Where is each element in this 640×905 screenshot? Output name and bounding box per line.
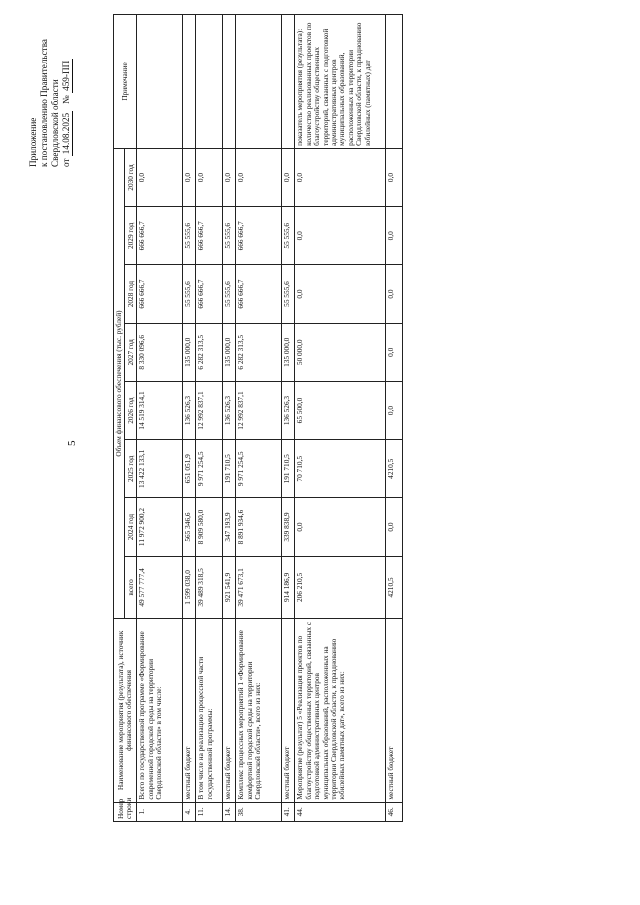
year-value-cell: 0,0 <box>236 148 282 206</box>
total-cell: 39 489 318,5 <box>196 556 223 619</box>
row-number-cell: 38. <box>236 802 282 821</box>
appendix-line-3: Свердловской области <box>50 79 60 167</box>
total-cell: 39 471 673,1 <box>236 556 282 619</box>
row-name-cell: Мероприятие (результат) 5 «Реализация проектов по благоустройству общественных территорий, связанных с подготовкой административных центров муниципальных образований, расположенных на территории Свердловской области, к празднованию юбилейных памятных дат», всего из них: <box>295 619 386 802</box>
page-number: 5 <box>66 440 78 446</box>
header-name: Наименование мероприятия (результата), источник финансового обеспечения <box>114 619 137 802</box>
header-funding: Объем финансового обеспечения (тыс. рублей) <box>114 148 125 618</box>
note-cell <box>196 15 223 149</box>
total-cell: 49 577 777,4 <box>137 556 183 619</box>
table-row <box>282 15 295 822</box>
year-value-cell: 666 666,7 <box>236 265 282 323</box>
row-number-cell: 44. <box>295 802 386 821</box>
row-number-cell: 11. <box>196 802 223 821</box>
year-value-cell: 0,0 <box>295 148 386 206</box>
year-value-cell: 565 346,6 <box>183 498 196 556</box>
year-value-cell: 136 526,3 <box>223 381 236 439</box>
appendix-header <box>28 0 73 167</box>
year-value-cell: 65 500,0 <box>295 381 386 439</box>
year-value-cell: 55 555,6 <box>183 207 196 265</box>
header-year: 2028 год <box>125 265 137 323</box>
year-value-cell: 191 710,5 <box>282 440 295 498</box>
table-row <box>295 15 386 822</box>
table-row <box>236 15 282 822</box>
year-value-cell: 9 971 254,5 <box>236 440 282 498</box>
header-year: 2024 год <box>125 498 137 556</box>
note-cell <box>386 15 403 149</box>
date-prefix: от <box>61 158 71 167</box>
year-value-cell: 191 710,5 <box>223 440 236 498</box>
row-number-cell: 14. <box>223 802 236 821</box>
year-value-cell: 8 330 096,6 <box>137 323 183 381</box>
note-cell: показатель мероприятия (результата): количество реализованных проектов по благоустройству общественных территорий, связанных с подготовкой административных центров муниципальных образований, расположенных на территории Свердловской области, к празднованию юбилейных (памятных) дат <box>295 15 386 149</box>
year-value-cell: 666 666,7 <box>236 207 282 265</box>
year-value-cell: 55 555,6 <box>223 265 236 323</box>
year-value-cell: 666 666,7 <box>196 265 223 323</box>
row-name-cell: Всего по государственной программе «Формирование современной городской среды на территории Свердловской области» в том числе: <box>137 619 183 802</box>
appendix-line-2: к постановлению Правительства <box>39 39 49 167</box>
year-value-cell: 13 422 133,1 <box>137 440 183 498</box>
year-value-cell: 11 972 900,2 <box>137 498 183 556</box>
header-year: 2029 год <box>125 207 137 265</box>
year-value-cell: 0,0 <box>386 498 403 556</box>
row-name-cell: местный бюджет <box>282 619 295 802</box>
year-value-cell: 14 519 314,1 <box>137 381 183 439</box>
year-value-cell: 666 666,7 <box>196 207 223 265</box>
funding-table <box>113 14 403 822</box>
table-row <box>183 15 196 822</box>
decree-date: 14.08.2025 <box>61 112 71 155</box>
year-value-cell: 135 000,0 <box>223 323 236 381</box>
year-value-cell: 136 526,3 <box>183 381 196 439</box>
table-row <box>386 15 403 822</box>
year-value-cell: 70 710,5 <box>295 440 386 498</box>
note-cell <box>282 15 295 149</box>
note-cell <box>223 15 236 149</box>
year-value-cell: 0,0 <box>386 148 403 206</box>
row-name-cell: местный бюджет <box>183 619 196 802</box>
year-value-cell: 0,0 <box>295 207 386 265</box>
year-value-cell: 55 555,6 <box>183 265 196 323</box>
year-value-cell: 347 193,9 <box>223 498 236 556</box>
rotated-page-content <box>28 12 473 822</box>
row-number-cell: 1. <box>137 802 183 821</box>
total-cell: 1 599 038,0 <box>183 556 196 619</box>
year-value-cell: 0,0 <box>386 207 403 265</box>
header-year: 2026 год <box>125 381 137 439</box>
year-value-cell: 0,0 <box>386 323 403 381</box>
year-value-cell: 135 000,0 <box>282 323 295 381</box>
year-value-cell: 55 555,6 <box>223 207 236 265</box>
row-number-cell: 46. <box>386 802 403 821</box>
row-name-cell: В том числе на реализацию процессной части государственной программы: <box>196 619 223 802</box>
table-row <box>137 15 183 822</box>
year-value-cell: 666 666,7 <box>137 207 183 265</box>
header-year: 2027 год <box>125 323 137 381</box>
row-name-cell: местный бюджет <box>386 619 403 802</box>
note-cell <box>183 15 196 149</box>
year-value-cell: 4210,5 <box>386 440 403 498</box>
year-value-cell: 55 555,6 <box>282 265 295 323</box>
year-value-cell: 0,0 <box>295 265 386 323</box>
year-value-cell: 50 000,0 <box>295 323 386 381</box>
number-prefix: № <box>61 95 71 104</box>
row-number-cell: 41. <box>282 802 295 821</box>
year-value-cell: 651 051,9 <box>183 440 196 498</box>
appendix-date-line <box>61 0 73 167</box>
year-value-cell: 0,0 <box>196 148 223 206</box>
year-value-cell: 8 891 934,6 <box>236 498 282 556</box>
year-value-cell: 9 971 254,5 <box>196 440 223 498</box>
row-number-cell: 4. <box>183 802 196 821</box>
year-value-cell: 6 282 313,5 <box>236 323 282 381</box>
note-cell <box>137 15 183 149</box>
total-cell: 914 186,9 <box>282 556 295 619</box>
decree-number: 459-ПП <box>61 60 71 91</box>
year-value-cell: 6 282 313,5 <box>196 323 223 381</box>
row-name-cell: местный бюджет <box>223 619 236 802</box>
year-value-cell: 0,0 <box>386 381 403 439</box>
year-value-cell: 0,0 <box>183 148 196 206</box>
row-name-cell: Комплекс процессных мероприятий 1 «Формирование комфортной городской среды на территории Свердловской области», всего из них: <box>236 619 282 802</box>
table-row <box>223 15 236 822</box>
year-value-cell: 0,0 <box>282 148 295 206</box>
year-value-cell: 0,0 <box>386 265 403 323</box>
year-value-cell: 666 666,7 <box>137 265 183 323</box>
header-total: всего <box>125 556 137 619</box>
year-value-cell: 339 838,9 <box>282 498 295 556</box>
header-year: 2025 год <box>125 440 137 498</box>
year-value-cell: 0,0 <box>137 148 183 206</box>
year-value-cell: 0,0 <box>223 148 236 206</box>
year-value-cell: 136 526,3 <box>282 381 295 439</box>
total-cell: 206 210,5 <box>295 556 386 619</box>
header-note: Примечание <box>114 15 137 149</box>
appendix-line-1: Приложение <box>28 117 38 167</box>
total-cell: 4210,5 <box>386 556 403 619</box>
year-value-cell: 12 992 837,1 <box>236 381 282 439</box>
year-value-cell: 0,0 <box>295 498 386 556</box>
header-row-number: Номер строки <box>114 802 137 821</box>
year-value-cell: 55 555,6 <box>282 207 295 265</box>
note-cell <box>236 15 282 149</box>
year-value-cell: 12 992 837,1 <box>196 381 223 439</box>
total-cell: 921 541,9 <box>223 556 236 619</box>
header-year: 2030 год <box>125 148 137 206</box>
year-value-cell: 135 000,0 <box>183 323 196 381</box>
year-value-cell: 8 909 580,0 <box>196 498 223 556</box>
table-row <box>196 15 223 822</box>
